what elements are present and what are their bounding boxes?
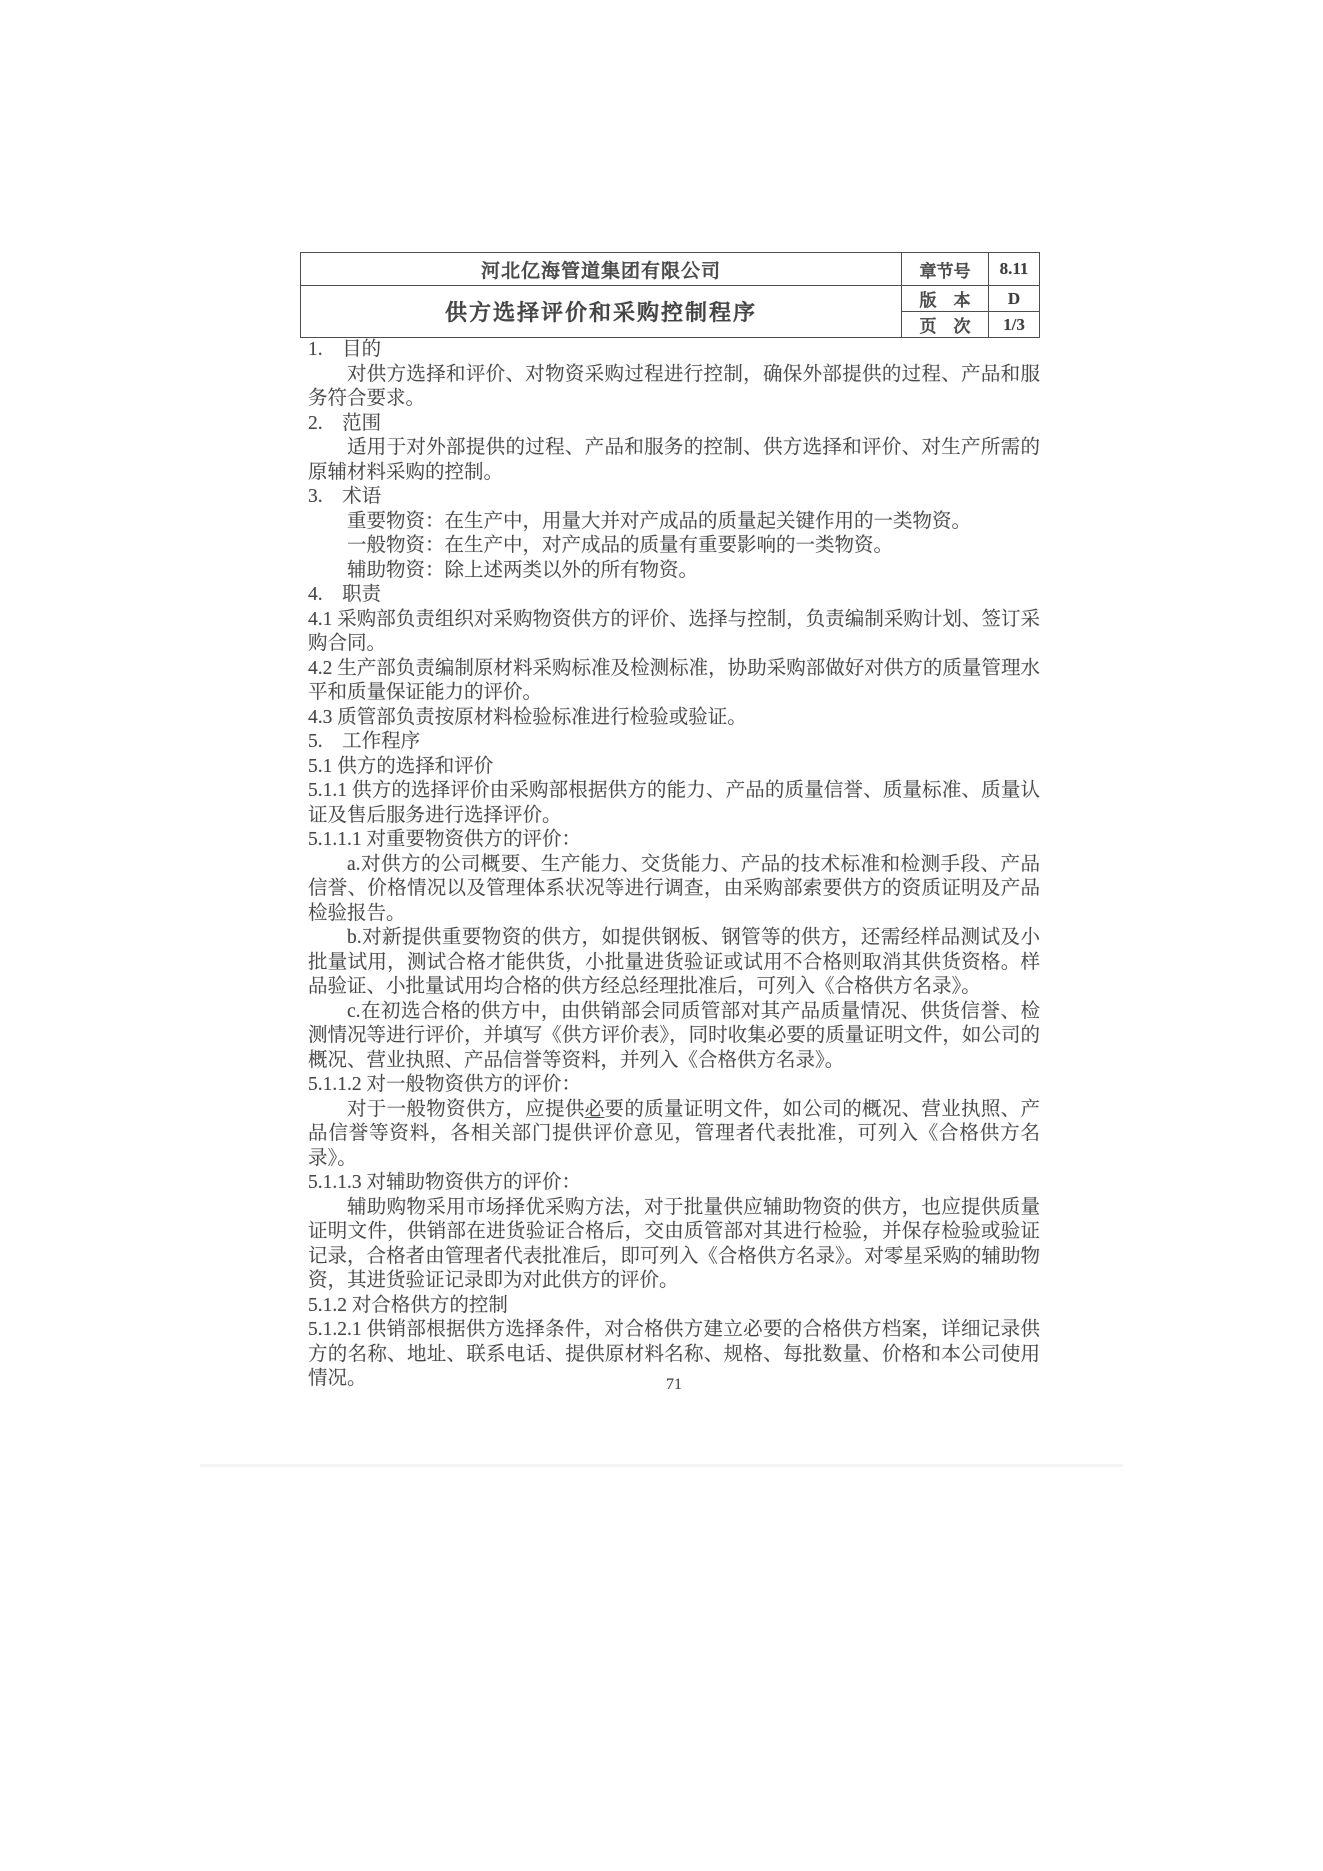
version-label: 版 本 (902, 286, 989, 312)
page-number: 71 (666, 1376, 682, 1393)
company-name: 河北亿海管道集团有限公司 (301, 253, 902, 286)
paragraph: 5. 工作程序 (308, 731, 421, 752)
page-index-label: 页 次 (902, 312, 989, 338)
paragraph: 4.2 生产部负责编制原材料采购标准及检测标准，协助采购部做好对供方的质量管理水平和质量保证能力的评价。 (308, 657, 1040, 703)
paragraph: 辅助物资：除上述两类以外的所有物资。 (347, 559, 699, 581)
paragraph: 适用于对外部提供的过程、产品和服务的控制、供方选择和评价、对生产所需的原辅材料采购的控制。 (308, 437, 1040, 483)
paragraph: 3. 术语 (308, 486, 382, 507)
paragraph: 5.1.1.3 对辅助物资供方的评价： (308, 1172, 582, 1193)
underlined-text: 必 (584, 1098, 605, 1120)
paragraph: 5.1.1.1 对重要物资供方的评价： (308, 829, 582, 850)
paragraph: a.对供方的公司概要、生产能力、交货能力、产品的技术标准和检测手段、产品信誉、价格情况以及管理体系状况等进行调查，由采购部索要供方的资质证明及产品检验报告。 (308, 853, 1040, 924)
text-segment: 要的质量证明文件，如公司的概况、营业执照、产品信誉等资料，各相关部门提供评价意见，管理者代表批准，可列入《合格供方名录》。 (308, 1098, 1040, 1169)
paragraph: 一般物资：在生产中，对产成品的质量有重要影响的一类物资。 (347, 535, 894, 556)
paragraph: 辅助购物采用市场择优采购方法，对于批量供应辅助物资的供方，也应提供质量证明文件，供销部在进货验证合格后，交由质管部对其进行检验，并保存检验或验证记录，合格者由管理者代表批准后，即可列入《合格供方名录》。对零星采购的辅助物资，其进货验证记录即为对此供方的评价。 (308, 1196, 1040, 1291)
paragraph: 5.1.2 对合格供方的控制 (308, 1294, 508, 1316)
page-index-value: 1/3 (989, 312, 1040, 338)
paragraph: b.对新提供重要物资的供方，如提供钢板、钢管等的供方，还需经样品测试及小批量试用，测试合格才能供货，小批量进货验证或试用不合格则取消其供货资格。样品验证、小批量试用均合格的供方经总经理批准后，可列入《合格供方名录》。 (308, 927, 1040, 997)
chapter-number-label: 章节号 (902, 253, 989, 286)
paragraph: 重要物资：在生产中，用量大并对产成品的质量起关键作用的一类物资。 (347, 510, 972, 532)
document-body (308, 338, 1040, 1392)
paragraph: 5.1.2.1 供销部根据供方选择条件，对合格供方建立必要的合格供方档案，详细记录供方的名称、地址、联系电话、提供原材料名称、规格、每批数量、价格和本公司使用情况。 (308, 1319, 1040, 1389)
paragraph: 4.3 质管部负责按原材料检验标准进行检验或验证。 (308, 706, 747, 728)
document-title: 供方选择评价和采购控制程序 (301, 286, 902, 338)
paragraph: 5.1.1.2 对一般物资供方的评价： (308, 1074, 582, 1095)
chapter-number-value: 8.11 (989, 253, 1040, 286)
paragraph (308, 1098, 1040, 1172)
paragraph: 2. 范围 (308, 412, 382, 434)
paragraph: 5.1 供方的选择和评价 (308, 755, 494, 777)
document-header-table (300, 252, 1040, 338)
paragraph: 1. 目的 (308, 339, 382, 360)
version-value: D (989, 286, 1040, 312)
paragraph: 对供方选择和评价、对物资采购过程进行控制，确保外部提供的过程、产品和服务符合要求。 (308, 363, 1040, 409)
paragraph: 4. 职责 (308, 584, 382, 605)
paragraph: 5.1.1 供方的选择评价由采购部根据供方的能力、产品的质量信誉、质量标准、质量认证及售后服务进行选择评价。 (308, 780, 1040, 826)
page-divider-line (200, 1464, 1123, 1467)
text-segment: 对于一般物资供方，应提供 (347, 1098, 585, 1120)
paragraph: 4.1 采购部负责组织对采购物资供方的评价、选择与控制，负责编制采购计划、签订采购合同。 (308, 608, 1040, 654)
paragraph: c.在初选合格的供方中，由供销部会同质管部对其产品质量情况、供货信誉、检测情况等进行评价，并填写《供方评价表》，同时收集必要的质量证明文件，如公司的概况、营业执照、产品信誉等资料，并列入《合格供方名录》。 (308, 1000, 1040, 1071)
